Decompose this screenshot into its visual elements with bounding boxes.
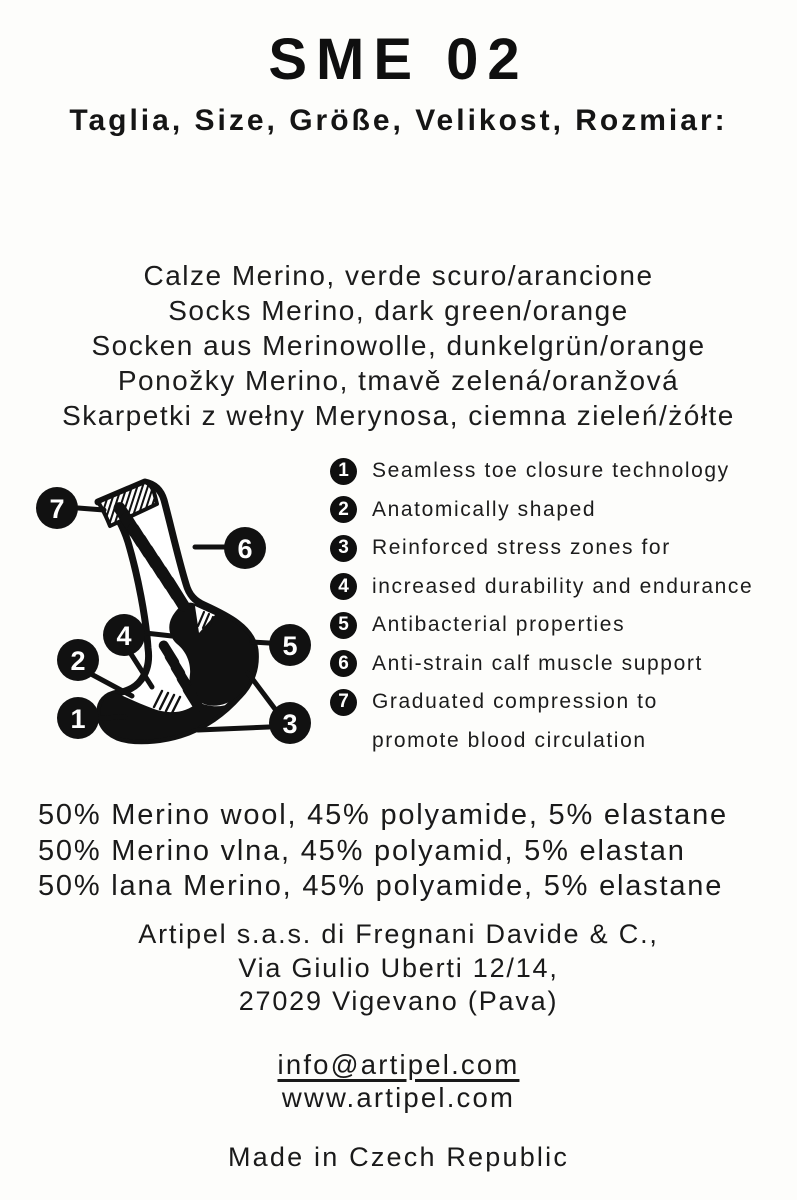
address-line: Via Giulio Uberti 12/14, — [238, 952, 559, 983]
description-line: Socks Merino, dark green/orange — [168, 295, 629, 326]
feature-number-badge: 2 — [330, 496, 357, 523]
contact-block — [0, 1048, 797, 1114]
feature-label: Reinforced stress zones for — [372, 536, 671, 560]
callout-4-number: 4 — [116, 621, 132, 651]
description-line: Socken aus Merinowolle, dunkelgrün/orange — [91, 330, 706, 361]
feature-item — [330, 529, 792, 568]
feature-item — [330, 645, 792, 684]
feature-label: increased durability and endurance — [372, 574, 754, 598]
feature-item — [330, 568, 792, 607]
description-line: Ponožky Merino, tmavě zelená/oranžová — [117, 365, 680, 396]
product-descriptions — [0, 258, 797, 433]
feature-number-badge: 5 — [330, 612, 357, 639]
feature-label: Antibacterial properties — [372, 613, 626, 637]
made-in-label: Made in Czech Republic — [227, 1142, 570, 1172]
feature-label: promote blood circulation — [372, 728, 647, 752]
feature-label: Anatomically shaped — [372, 497, 597, 521]
callout-1-number: 1 — [70, 704, 86, 734]
feature-number-badge: 6 — [330, 650, 357, 677]
page-title: SME 02 — [268, 27, 529, 92]
callout-5-number: 5 — [282, 631, 298, 661]
address-line: 27029 Vigevano (Pava) — [238, 986, 559, 1016]
feature-number-badge: 1 — [330, 458, 357, 485]
description-line: Skarpetki z wełny Merynosa, ciemna zieleń/żółte — [62, 400, 735, 431]
manufacturer-address — [0, 918, 797, 1019]
website-text: www.artipel.com — [281, 1082, 516, 1113]
feature-number-badge: 4 — [330, 573, 357, 600]
address-line: Artipel s.a.s. di Fregnani Davide & C., — [138, 919, 659, 949]
feature-label: Seamless toe closure technology — [372, 459, 730, 483]
material-composition — [38, 798, 728, 905]
feature-label: Anti-strain calf muscle support — [372, 651, 703, 675]
feature-label: Graduated compression to — [372, 690, 658, 714]
sock-diagram — [28, 446, 328, 758]
feature-item — [330, 491, 792, 530]
callout-3-number: 3 — [282, 709, 298, 739]
callout-2-number: 2 — [70, 646, 86, 676]
feature-number-badge: 3 — [330, 535, 357, 562]
composition-line: 50% Merino wool, 45% polyamide, 5% elastane — [38, 799, 728, 831]
feature-item — [330, 683, 792, 722]
feature-legend — [330, 452, 792, 760]
composition-line: 50% lana Merino, 45% polyamide, 5% elastane — [38, 870, 724, 902]
feature-number-badge: 7 — [330, 689, 357, 716]
email-text: info@artipel.com — [277, 1049, 520, 1080]
callout-7-number: 7 — [49, 494, 65, 524]
composition-line: 50% Merino vlna, 45% polyamid, 5% elastan — [38, 834, 686, 867]
feature-item-continuation — [330, 722, 792, 761]
feature-item — [330, 606, 792, 645]
callout-6-number: 6 — [237, 534, 253, 564]
size-heading: Taglia, Size, Größe, Velikost, Rozmiar: — [69, 104, 728, 137]
feature-item — [330, 452, 792, 491]
description-line: Calze Merino, verde scuro/arancione — [143, 260, 654, 291]
